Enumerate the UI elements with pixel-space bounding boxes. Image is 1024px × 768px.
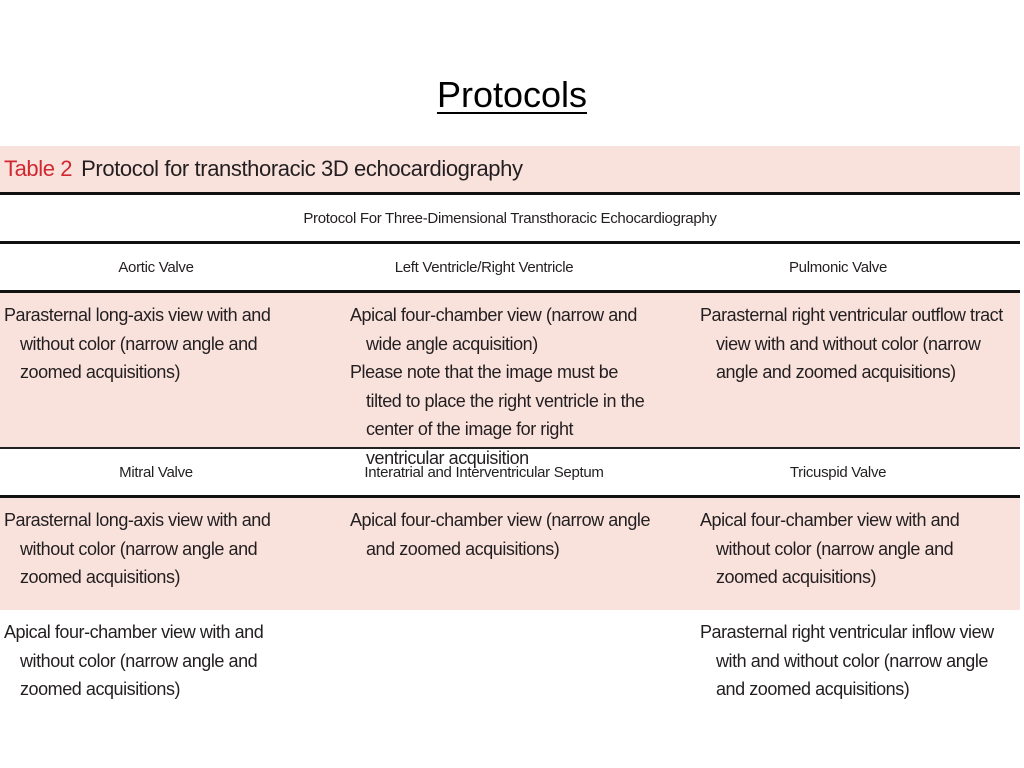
protocol-table	[0, 146, 1020, 700]
table-caption-bar	[0, 146, 1020, 192]
table-cell	[0, 293, 312, 447]
cell-text: Apical four-chamber view with and without color (narrow angle and zoomed acquisitions)	[700, 510, 960, 587]
column-header-row	[0, 244, 1020, 290]
column-header-aortic-valve: Aortic Valve	[118, 258, 194, 276]
slide-title: Protocols	[436, 74, 588, 115]
table-cell	[656, 293, 1020, 447]
cell-text: Apical four-chamber view with and without color (narrow angle and zoomed acquisitions)	[4, 622, 264, 699]
column-header-septum: Interatrial and Interventricular Septum	[364, 463, 604, 481]
table-cell	[312, 498, 656, 610]
column-header-left-right-ventricle: Left Ventricle/Right Ventricle	[394, 258, 574, 276]
table-row	[0, 610, 1020, 700]
cell-text: Parasternal long-axis view with and without color (narrow angle and zoomed acquisitions)	[4, 305, 271, 382]
table-cell	[656, 610, 1020, 700]
cell-text: Parasternal right ventricular inflow view with and without color (narrow angle and zoomed acquisitions)	[700, 622, 994, 699]
table-row	[0, 293, 1020, 468]
table-cell	[312, 610, 656, 700]
table-cell	[656, 498, 1020, 610]
table-number: Table 2	[4, 156, 73, 181]
column-header-pulmonic-valve: Pulmonic Valve	[788, 258, 888, 276]
cell-note: Please note that the image must be tilted to place the right ventricle in the center of the image for right ventricular acquisition	[350, 362, 645, 468]
cell-text: Parasternal long-axis view with and without color (narrow angle and zoomed acquisitions)	[4, 510, 271, 587]
table-row	[0, 498, 1020, 610]
cell-text: Apical four-chamber view (narrow and wide angle acquisition)	[350, 305, 637, 354]
table-heading: Protocol For Three-Dimensional Transthoracic Echocardiography	[0, 195, 1020, 241]
table-cell	[0, 498, 312, 610]
column-header-mitral-valve: Mitral Valve	[119, 463, 193, 481]
column-header-tricuspid-valve: Tricuspid Valve	[789, 463, 887, 481]
table-caption: Protocol for transthoracic 3D echocardiography	[81, 156, 523, 181]
table-cell	[312, 293, 656, 468]
table-cell	[0, 610, 312, 700]
cell-text: Parasternal right ventricular outflow tract view with and without color (narrow angle and zoomed acquisitions)	[700, 305, 1003, 382]
cell-text: Apical four-chamber view (narrow angle and zoomed acquisitions)	[350, 510, 651, 559]
